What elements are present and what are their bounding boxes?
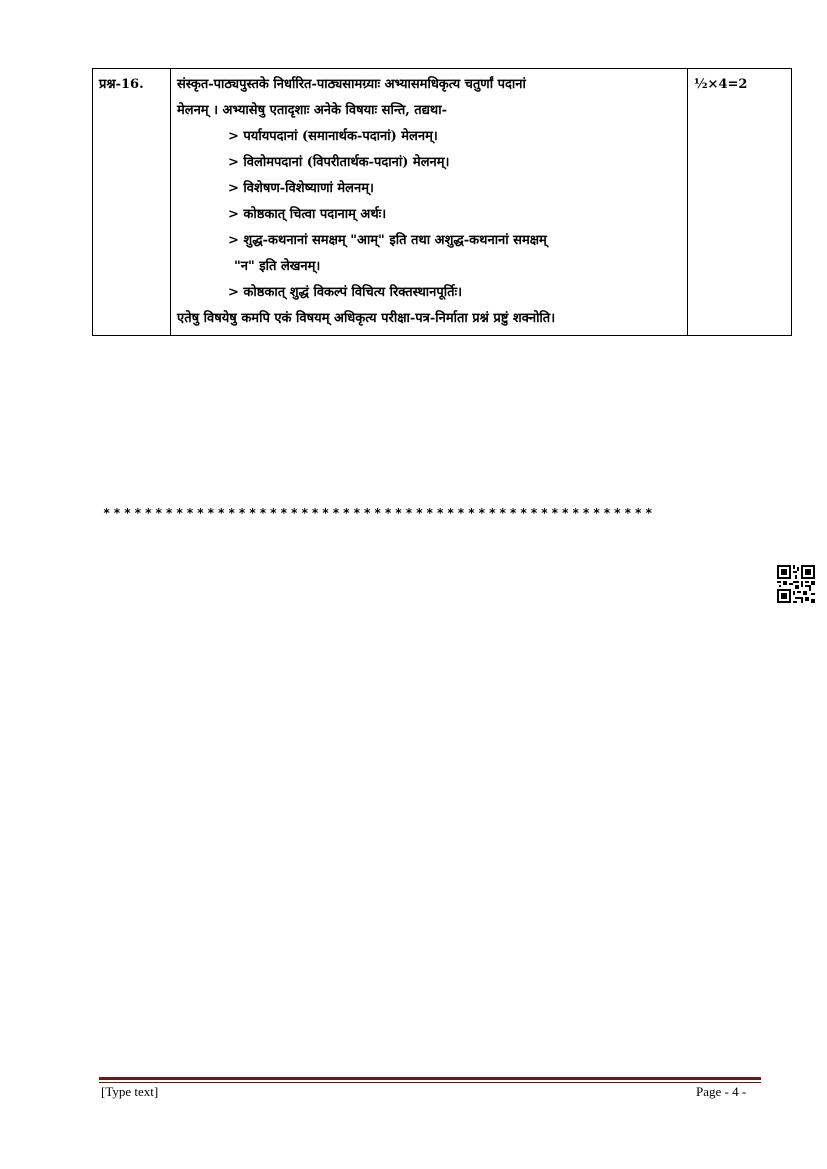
page-number: Page - 4 -: [696, 1084, 747, 1099]
question-text-cell: [171, 69, 688, 336]
footer-divider-thin: [99, 1082, 761, 1083]
list-item: > विलोमपदानां (विपरीतार्थक-पदानां) मेलनम्।: [228, 155, 450, 170]
list-item: > कोष्ठकात् शुद्धं विकल्पं विचित्य रिक्तस्थानपूर्तिः।: [228, 285, 463, 300]
list-item: > विशेषण-विशेष्याणां मेलनम्।: [228, 181, 374, 196]
list-item: > शुद्ध-कथनानां समक्षम् "आम्" इति तथा अशुद्ध-कथनानां समक्षम्: [228, 233, 547, 248]
list-item-continuation: "न" इति लेखनम्।: [234, 259, 321, 274]
marks-cell: [688, 69, 792, 336]
section-separator: *****************************************************: [103, 506, 656, 520]
footer-placeholder-text: [Type text]: [101, 1084, 159, 1099]
question-number-cell: [93, 69, 171, 336]
question-number: प्रश्न-16.: [99, 77, 144, 92]
question-intro-line-2: मेलनम् । अभ्यासेषु एतादृशाः अनेके विषयाः सन्ति, तद्यथा-: [177, 103, 447, 118]
question-closing: एतेषु विषयेषु कमपि एकं विषयम् अधिकृत्य परीक्षा-पत्र-निर्माता प्रश्नं प्रष्टुं शक्नोति।: [177, 311, 556, 326]
question-row: [93, 69, 792, 336]
question-table: [92, 68, 792, 336]
list-item: > पर्यायपदानां (समानार्थक-पदानां) मेलनम्।: [228, 129, 438, 144]
footer-divider: [99, 1077, 761, 1080]
question-intro-line-1: संस्कृत-पाठ्यपुस्तके निर्धारित-पाठ्यसामग्र्याः अभ्यासमधिकृत्य चतुर्णां पदानां: [177, 77, 526, 92]
list-item: > कोष्ठकात् चित्वा पदानाम् अर्थः।: [228, 207, 387, 222]
marks-value: ½×4=2: [694, 77, 748, 92]
qr-code-icon: [777, 565, 815, 603]
